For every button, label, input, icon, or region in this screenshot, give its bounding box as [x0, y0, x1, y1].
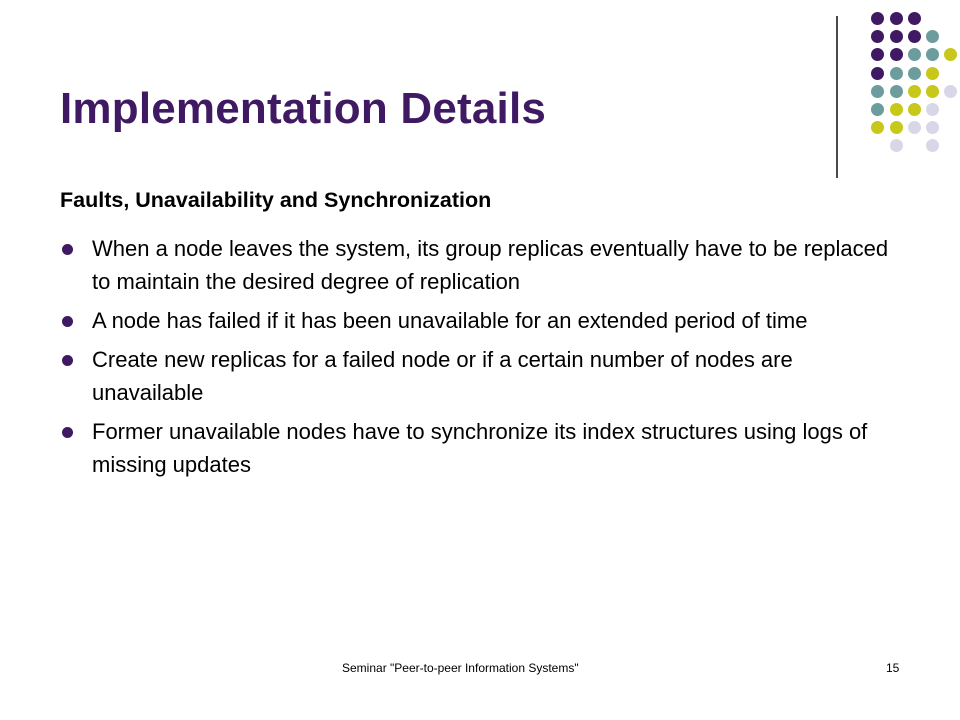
bullet-dot-icon — [62, 316, 73, 327]
decorative-dot-olive — [926, 67, 939, 80]
decorative-dot-teal — [926, 48, 939, 61]
decorative-dot-purple — [871, 67, 884, 80]
decorative-dot-lavender — [944, 85, 957, 98]
footer-text: Seminar "Peer-to-peer Information Systems" — [342, 661, 579, 675]
decorative-dot-olive — [890, 103, 903, 116]
decorative-dot-teal — [890, 85, 903, 98]
bullet-dot-icon — [62, 244, 73, 255]
decorative-dot-lavender — [926, 139, 939, 152]
decorative-dot-grid — [845, 12, 955, 157]
decorative-dot-lavender — [926, 103, 939, 116]
decorative-dot-teal — [908, 48, 921, 61]
decorative-dot-olive — [908, 103, 921, 116]
decorative-dot-purple — [908, 12, 921, 25]
decorative-dot-purple — [890, 48, 903, 61]
decorative-dot-purple — [908, 30, 921, 43]
vertical-divider — [836, 16, 838, 178]
bullet-item — [60, 343, 900, 409]
bullet-item — [60, 232, 900, 298]
decorative-dot-purple — [890, 12, 903, 25]
bullet-item — [60, 415, 900, 481]
decorative-dot-olive — [890, 121, 903, 134]
decorative-dot-purple — [871, 48, 884, 61]
bullet-dot-icon — [62, 427, 73, 438]
decorative-dot-teal — [871, 103, 884, 116]
decorative-dot-lavender — [908, 121, 921, 134]
decorative-dot-purple — [871, 12, 884, 25]
decorative-dot-teal — [871, 85, 884, 98]
bullet-text: A node has failed if it has been unavailable for an extended period of time — [92, 308, 808, 333]
section-heading: Faults, Unavailability and Synchronization — [60, 188, 492, 212]
decorative-dot-teal — [890, 67, 903, 80]
bullet-item — [60, 304, 900, 337]
decorative-dot-olive — [944, 48, 957, 61]
decorative-dot-lavender — [890, 139, 903, 152]
slide-title: Implementation Details — [60, 84, 547, 133]
bullet-list — [60, 232, 900, 487]
decorative-dot-olive — [908, 85, 921, 98]
decorative-dot-purple — [890, 30, 903, 43]
decorative-dot-lavender — [926, 121, 939, 134]
decorative-dot-olive — [871, 121, 884, 134]
decorative-dot-teal — [908, 67, 921, 80]
bullet-text: Former unavailable nodes have to synchronize its index structures using logs of missing updates — [92, 419, 868, 477]
page-number: 15 — [886, 661, 900, 675]
decorative-dot-teal — [926, 30, 939, 43]
decorative-dot-purple — [871, 30, 884, 43]
bullet-dot-icon — [62, 355, 73, 366]
bullet-text: Create new replicas for a failed node or if a certain number of nodes are unavailable — [92, 347, 793, 405]
bullet-text: When a node leaves the system, its group replicas eventually have to be replaced to maintain the desired degree of replication — [92, 236, 889, 294]
decorative-dot-olive — [926, 85, 939, 98]
